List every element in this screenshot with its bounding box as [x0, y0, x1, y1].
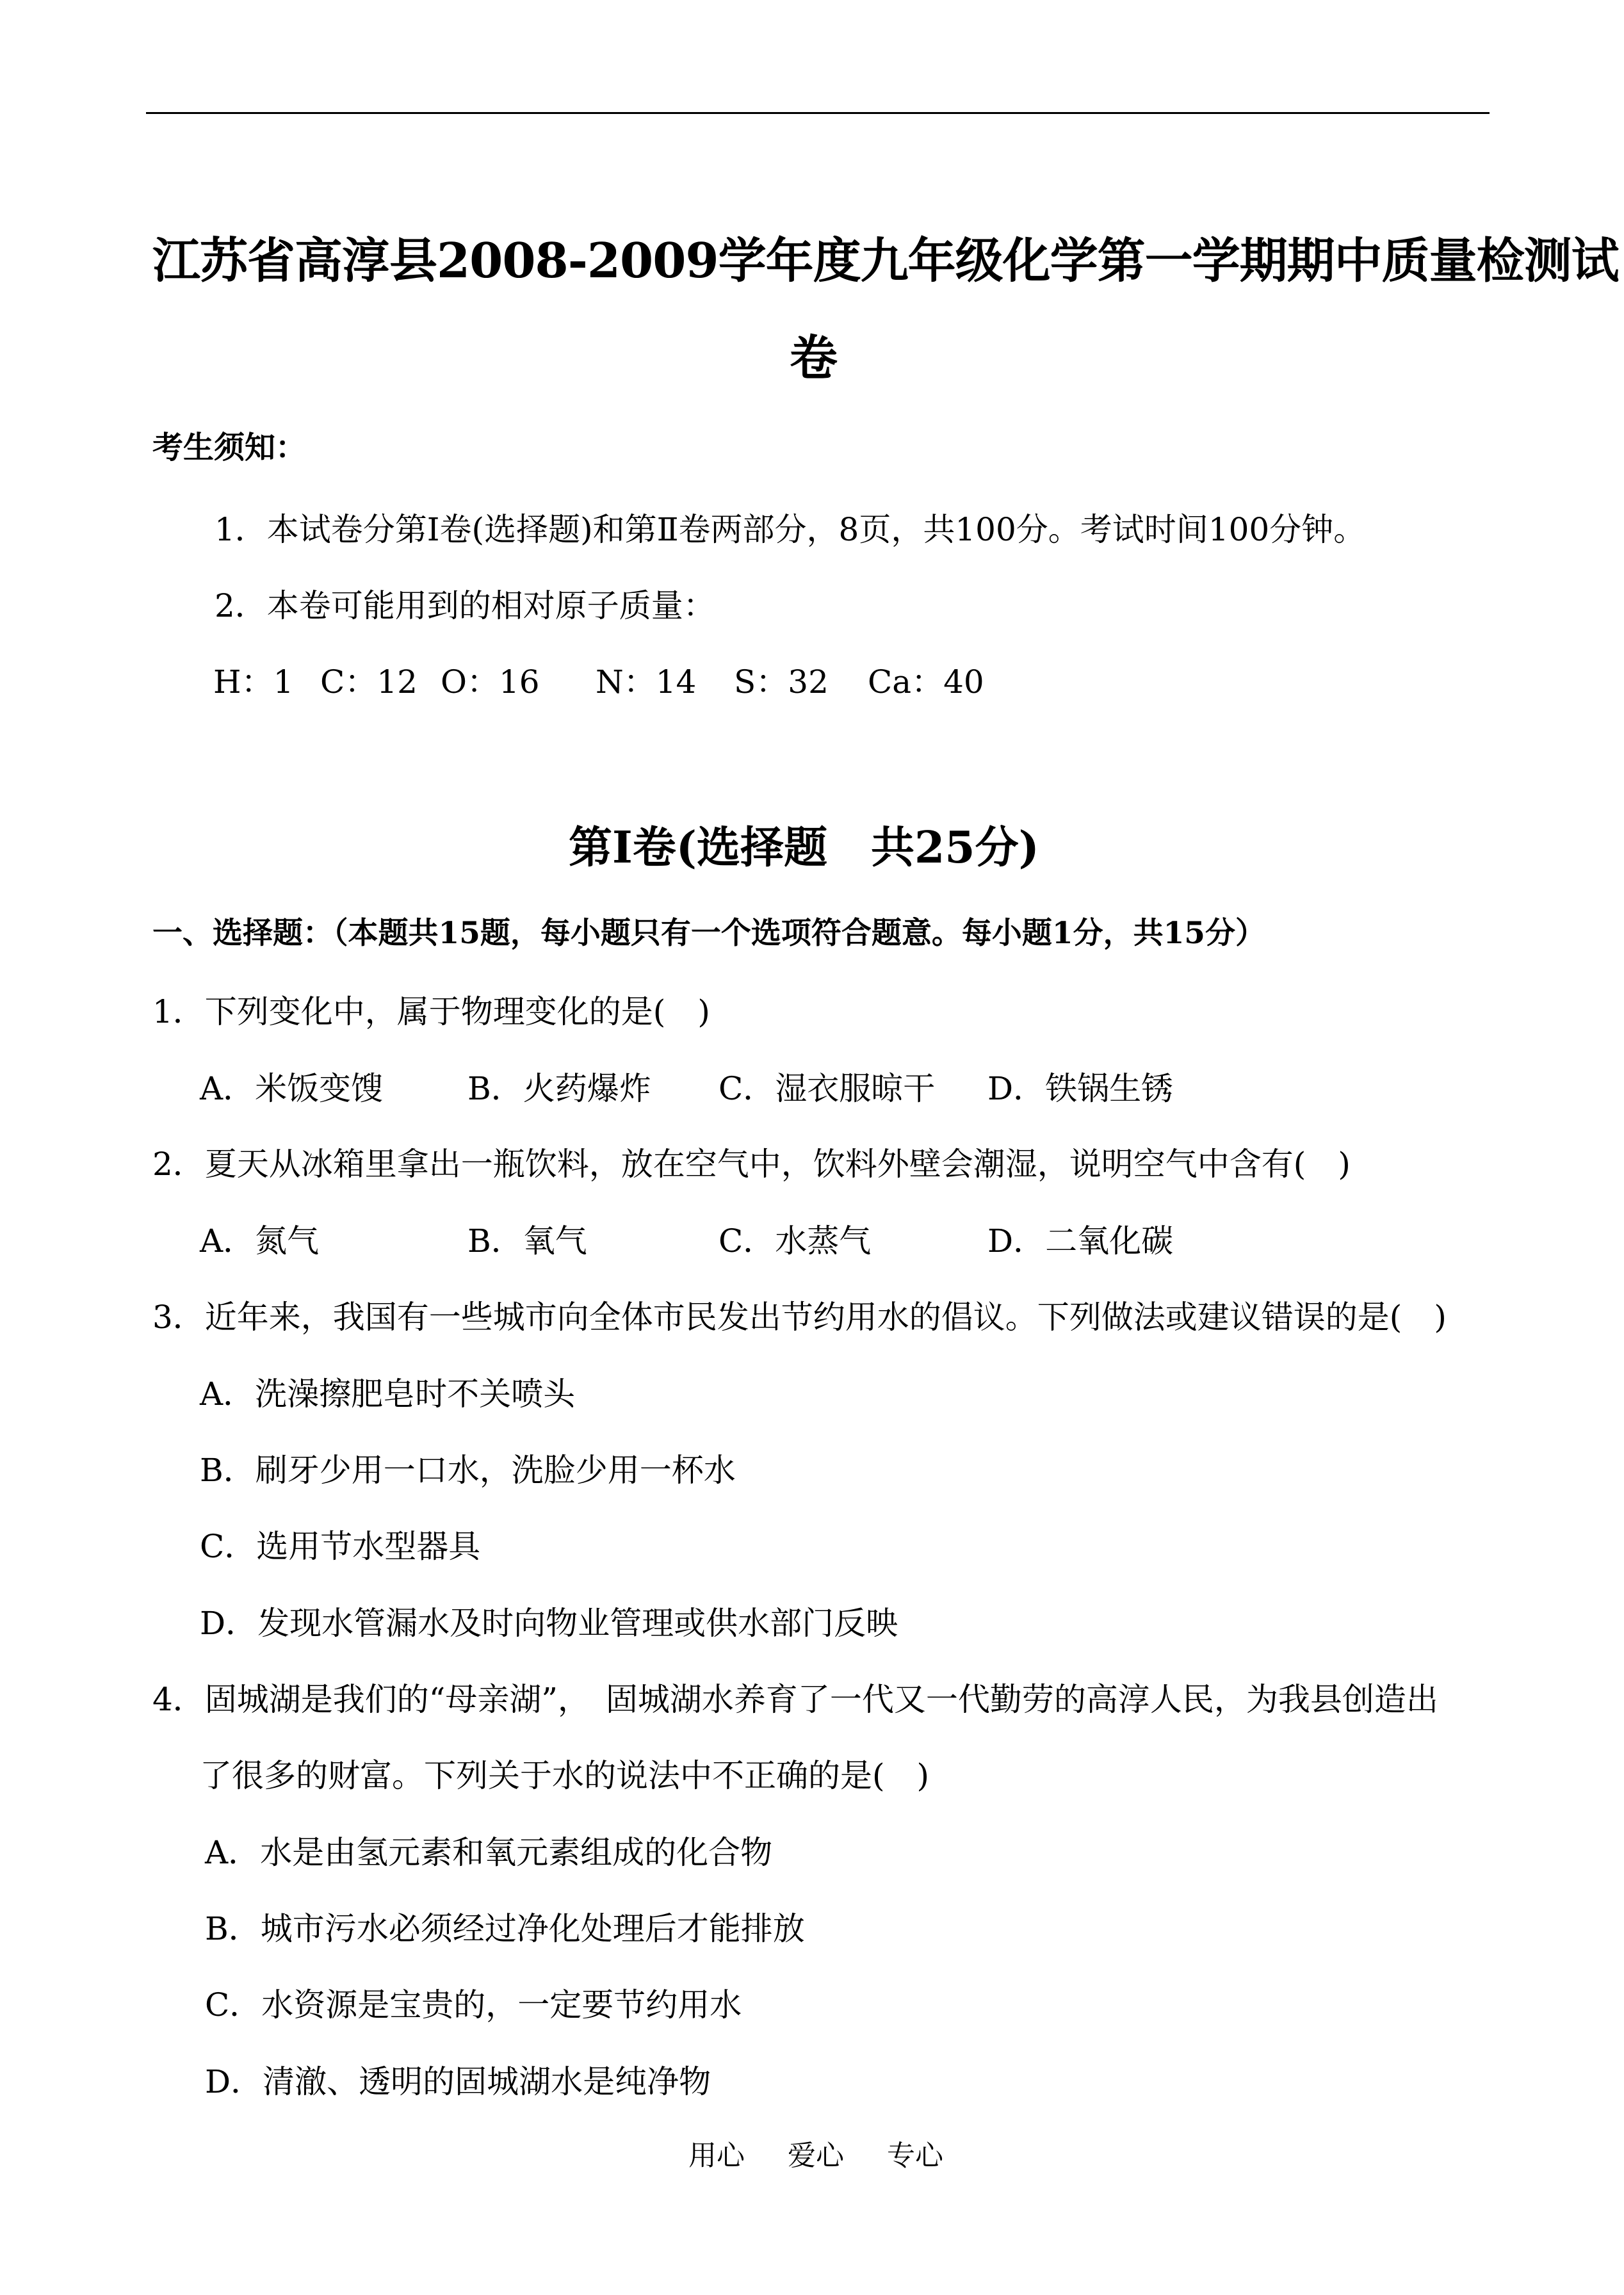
option-b: B．刷牙少用一口水，洗脸少用一杯水	[200, 1452, 736, 1489]
notice-item-2: 2．本卷可能用到的相对原子质量：	[215, 587, 715, 624]
option-c: C．水资源是宝贵的，一定要节约用水	[205, 1986, 742, 2023]
option-a: A．米饭变馊	[200, 1070, 384, 1107]
option-c: C．湿衣服晾干	[719, 1070, 936, 1107]
part-heading: 一、选择题：（本题共15题，每小题只有一个选项符合题意。每小题1分，共15分）	[152, 916, 1266, 951]
header-rule	[146, 112, 1490, 114]
atomic-mass-c: C：12	[320, 663, 418, 701]
option-d: D．铁锅生锈	[987, 1070, 1174, 1107]
notice-heading: 考生须知：	[152, 430, 307, 466]
option-a: A．氮气	[200, 1222, 320, 1260]
option-d: D．清澈、透明的固城湖水是纯净物	[205, 2063, 711, 2100]
atomic-mass-s: S：32	[734, 663, 829, 701]
atomic-mass-h: H：1	[213, 663, 294, 701]
question-stem: 3．近年来，我国有一些城市向全体市民发出节约用水的倡议。下列做法或建议错误的是( )	[152, 1299, 1447, 1336]
document-title: 江苏省高淳县2008-2009学年度九年级化学第一学期期中质量检测试	[152, 232, 1619, 289]
atomic-mass-n: N：14	[596, 663, 697, 701]
option-a: A．水是由氢元素和氧元素组成的化合物	[205, 1834, 773, 1871]
question-stem: 4．固城湖是我们的“母亲湖”， 固城湖水养育了一代又一代勤劳的高淳人民，为我县创造出	[152, 1681, 1438, 1718]
footer-word: 用心	[688, 2139, 745, 2172]
notice-item-1: 1．本试卷分第Ⅰ卷(选择题)和第Ⅱ卷两部分，8页，共100分。考试时间100分钟。	[215, 511, 1366, 548]
option-d: D．发现水管漏水及时向物业管理或供水部门反映	[200, 1605, 898, 1642]
option-a: A．洗澡擦肥皂时不关喷头	[200, 1375, 576, 1413]
question-stem: 1．下列变化中，属于物理变化的是( )	[152, 993, 710, 1030]
option-b: B．氧气	[467, 1222, 587, 1260]
option-c: C．水蒸气	[719, 1222, 872, 1260]
question-stem-continued: 了很多的财富。下列关于水的说法中不正确的是( )	[200, 1757, 930, 1794]
option-d: D．二氧化碳	[987, 1222, 1174, 1260]
document-title-continued: 卷	[790, 330, 838, 386]
option-b: B．城市污水必须经过净化处理后才能排放	[205, 1910, 805, 1947]
section-title: 第Ⅰ卷(选择题 共25分)	[569, 822, 1039, 873]
footer-word: 爱心	[788, 2139, 844, 2172]
question-stem: 2．夏天从冰箱里拿出一瓶饮料，放在空气中，饮料外壁会潮湿，说明空气中含有( )	[152, 1146, 1351, 1183]
option-c: C．选用节水型器具	[200, 1528, 481, 1565]
footer-word: 专心	[887, 2139, 943, 2172]
atomic-mass-o: O：16	[441, 663, 540, 701]
atomic-mass-ca: Ca：40	[868, 663, 984, 701]
option-b: B．火药爆炸	[467, 1070, 651, 1107]
